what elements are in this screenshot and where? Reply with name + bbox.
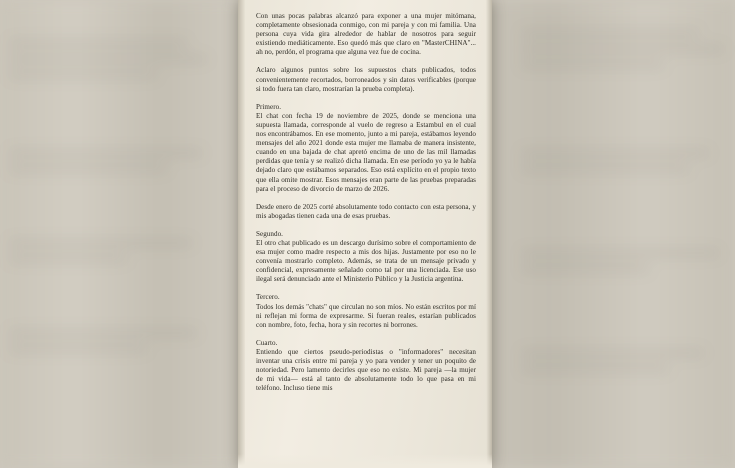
paragraph-primero-cierre: Desde enero de 2025 corté absolutamente todo contacto con esta persona, y mis abogadas tienen cada una de esas pruebas. xyxy=(256,202,476,220)
document-page xyxy=(238,0,492,468)
paragraph-cuarto-body: Entiendo que ciertos pseudo-periodistas o "informadores" necesitan inventar una crisis entre mi pareja y yo para vender y tener un poquito de notoriedad. Pero lamento decirles que eso no existe. Mi pareja —la mujer de mi vida— está al tanto de absolutamente todo lo que pasa en mi teléfono. Incluso tiene mis xyxy=(256,347,476,393)
section-label-cuarto: Cuarto. xyxy=(256,338,278,347)
section-label-segundo: Segundo. xyxy=(256,229,284,238)
paragraph-tercero-body: Todos los demás "chats" que circulan no son míos. No están escritos por mí ni reflejan mi forma de expresarme. Si fueran reales, estarían publicados con nombre, foto, fecha, hora y sin recortes ni borrones. xyxy=(256,302,476,329)
paragraph-intro: Con unas pocas palabras alcanzó para exponer a una mujer mitómana, completamente obsesionada conmigo, con mi pareja y con mi familia. Una persona cuya vida gira alrededor de hablar de nosotros para seguir existiendo mediáticamente. Eso quedó más que claro en "MasterCHINA"... ah no, perdón, el programa que alguna vez fue de cocina. xyxy=(256,12,476,57)
section-label-tercero: Tercero. xyxy=(256,293,280,302)
paragraph-primero-body: El chat con fecha 19 de noviembre de 2025, donde se menciona una supuesta llamada, corresponde al vuelo de regreso a Estambul en el cual nos encontrábamos. En ese momento, junto a mi pareja, estábamos leyendo mensajes del año 2021 donde esta mujer me llamaba de manera insistente, cuando en una bajada de chat apretó encima de uno de las mil llamadas perdidas que tenía y se realizó dicha llamada. En ese período yo ya le había dejado claro que estábamos separados. Eso está explícito en el propio texto que ella omite mostrar. Esos mensajes eran parte de las pruebas preparadas para el proceso de divorcio de marzo de 2026. xyxy=(256,111,476,193)
page-left-edge xyxy=(238,0,245,468)
paragraph-aclaracion: Aclaro algunos puntos sobre los supuestos chats publicados, todos convenientemente recortados, borroneados y sin datos verificables (porque si todo fuera tan claro, mostrarían la prueba completa). xyxy=(256,66,476,93)
page-right-edge xyxy=(486,0,492,468)
document-text-body xyxy=(256,12,476,462)
paragraph-segundo-body: El otro chat publicado es un descargo durísimo sobre el comportamiento de esa mujer como madre respecto a mis dos hijas. Justamente por eso no le convenía mostrarlo completo. Además, se trata de un mensaje privado y confidencial, expresamente señalado como tal por una licenciada. Ese uso ilegal será denunciado ante el Ministerio Público y la Justicia argentina. xyxy=(256,238,476,284)
section-label-primero: Primero. xyxy=(256,102,282,111)
